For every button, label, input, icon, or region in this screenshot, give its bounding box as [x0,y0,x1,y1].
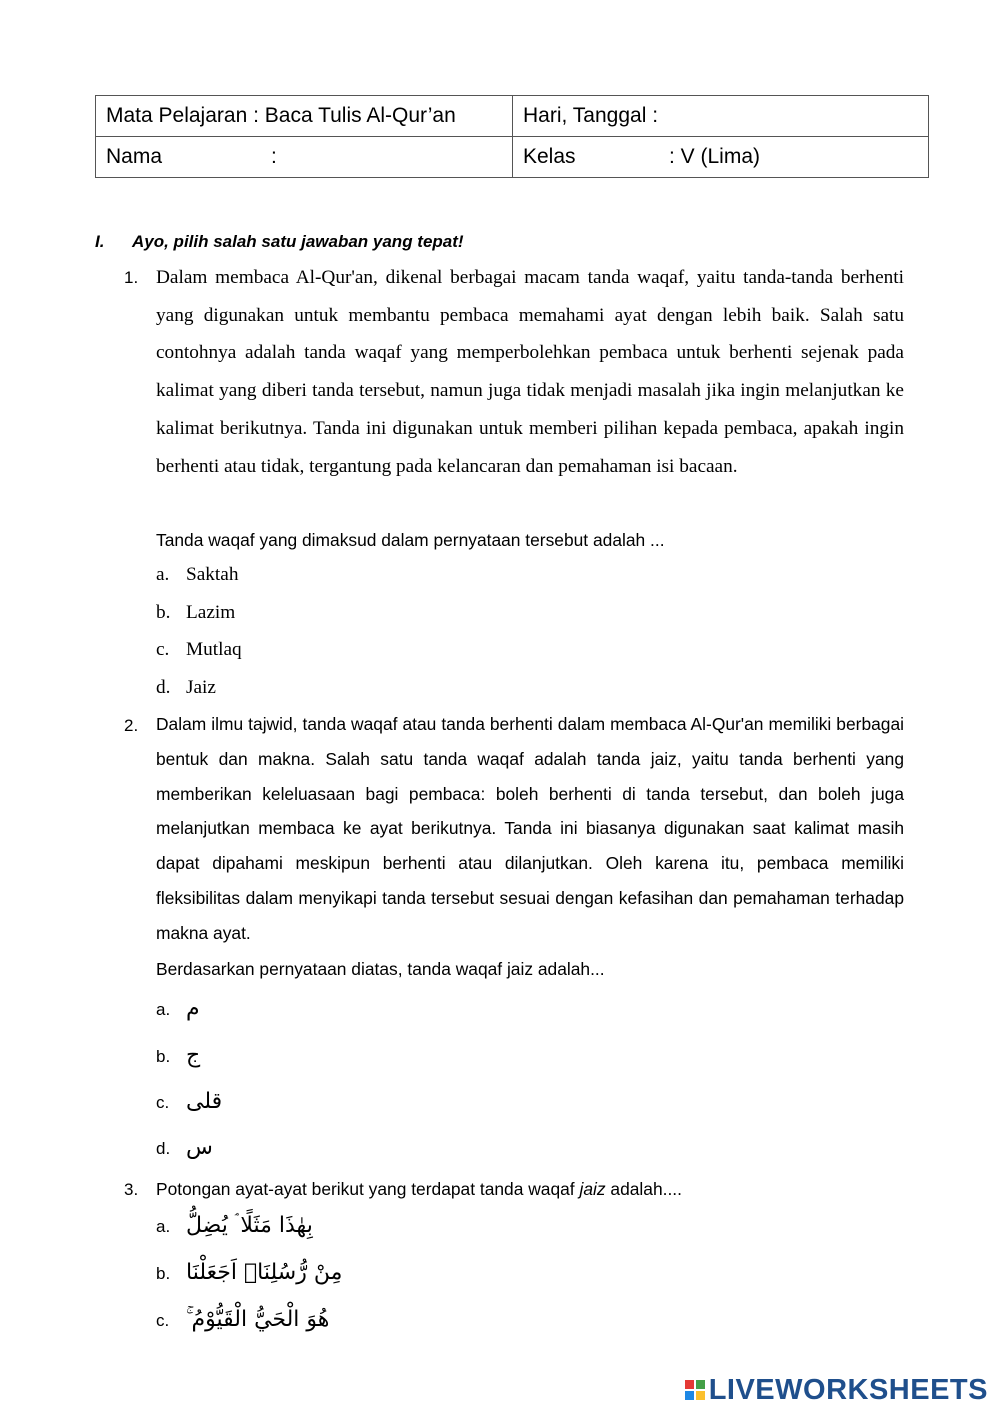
option-text: Saktah [186,564,239,585]
date-cell[interactable] [513,96,929,137]
section-instruction: Ayo, pilih salah satu jawaban yang tepat! [132,232,464,251]
name-cell[interactable] [96,137,513,178]
subject-cell [96,96,513,137]
option-text: م [186,996,200,1021]
section-title [95,232,464,252]
option-letter: c. [156,639,170,660]
section-number: I. [95,232,105,251]
option-text: بِهٰذَا مَثَلًا ۘ يُضِلُّ [186,1213,313,1238]
liveworksheets-logo[interactable] [685,1373,988,1407]
option-letter: a. [156,564,170,585]
class-label: Kelas [523,145,576,168]
option-letter: b. [156,602,171,623]
option-letter: a. [156,1000,171,1019]
question-3-option-b[interactable] [156,1260,342,1285]
option-letter: a. [156,1217,171,1236]
logo-square-yellow [696,1391,705,1400]
option-text: س [186,1135,213,1160]
subject-value: : Baca Tulis Al-Qur’an [253,104,456,127]
question-2-option-b[interactable] [156,1043,200,1068]
date-label: Hari, Tanggal [523,104,647,127]
logo-square-red [685,1380,694,1389]
option-letter: c. [156,1093,170,1112]
date-value: : [652,104,659,127]
name-label: Nama [106,145,163,168]
option-text: قلى [186,1089,223,1114]
option-letter: c. [156,1311,170,1330]
header-row-1 [96,96,929,137]
header-row-2 [96,137,929,178]
question-2-prompt: Berdasarkan pernyataan diatas, tanda waqaf jaiz adalah... [156,959,605,979]
class-cell [513,137,929,178]
question-3-option-c[interactable] [156,1307,329,1332]
option-letter: b. [156,1264,171,1283]
question-3-number: 3. [124,1180,139,1199]
subject-label: Mata Pelajaran [106,104,248,127]
logo-text: LIVEWORKSHEETS [708,1373,988,1406]
option-text: ج [186,1043,201,1068]
option-letter: d. [156,1139,171,1158]
logo-square-green [696,1380,705,1389]
question-3-prompt [156,1179,682,1200]
prompt-after: adalah.... [605,1179,682,1199]
question-2-text: Dalam ilmu tajwid, tanda waqaf atau tanda berhenti dalam membaca Al-Qur'an memiliki berbagai bentuk dan makna. Salah satu tanda waqaf adalah tanda jaiz, yaitu tanda berhenti yang memberikan keleluasaan bagi pembaca: boleh berhenti di tanda tersebut, dan boleh juga melanjutkan membaca ke ayat berikutnya. Tanda ini biasanya digunakan saat kalimat masih dapat dipahami meskipun berhenti atau dilanjutkan. Oleh karena itu, pembaca memiliki fleksibilitas dalam menyikapi tanda tersebut sesuai dengan kefasihan dan pemahaman terhadap makna ayat. [156,714,904,943]
name-value: : [271,145,277,168]
option-letter: b. [156,1047,171,1066]
question-1-option-d[interactable] [156,677,216,699]
question-1-option-b[interactable] [156,602,235,624]
header-table [95,95,929,178]
question-2-option-d[interactable] [156,1135,213,1160]
question-1-number: 1. [124,268,139,287]
question-1-text: Dalam membaca Al-Qur'an, dikenal berbagai macam tanda waqaf, yaitu tanda-tanda berhenti yang digunakan untuk membantu pembaca memahami ayat dengan lebih baik. Salah satu contohnya adalah tanda waqaf yang memperbolehkan pembaca untuk berhenti sejenak pada kalimat yang diberi tanda tersebut, namun juga tidak menjadi masalah jika ingin melanjutkan ke kalimat berikutnya. Tanda ini digunakan untuk memberi pilihan kepada pembaca, apakah ingin berhenti atau tidak, tergantung pada kelancaran dan pemahaman isi bacaan. [156,267,904,477]
prompt-before: Potongan ayat-ayat berikut yang terdapat tanda waqaf [156,1179,580,1199]
option-text: هُوَ الْحَيُّ الْقَيُّوْمُ ۚ [186,1307,330,1332]
logo-grid-icon [685,1380,705,1400]
question-3-option-a[interactable] [156,1213,313,1238]
question-2-option-c[interactable] [156,1089,222,1114]
question-2-option-a[interactable] [156,996,200,1021]
option-letter: d. [156,677,171,698]
prompt-italic: jaiz [579,1179,606,1199]
question-1-option-c[interactable] [156,639,242,661]
class-value: : V (Lima) [669,145,761,168]
option-text: Mutlaq [186,639,242,660]
option-text: Lazim [186,602,236,623]
question-1-prompt: Tanda waqaf yang dimaksud dalam pernyataan tersebut adalah ... [156,530,665,550]
question-2-number: 2. [124,716,139,735]
logo-square-blue [685,1391,694,1400]
question-1-option-a[interactable] [156,564,238,586]
option-text: مِنْ رُّسُلِنَاۤ اَجَعَلْنَا [186,1260,343,1285]
option-text: Jaiz [186,677,216,698]
